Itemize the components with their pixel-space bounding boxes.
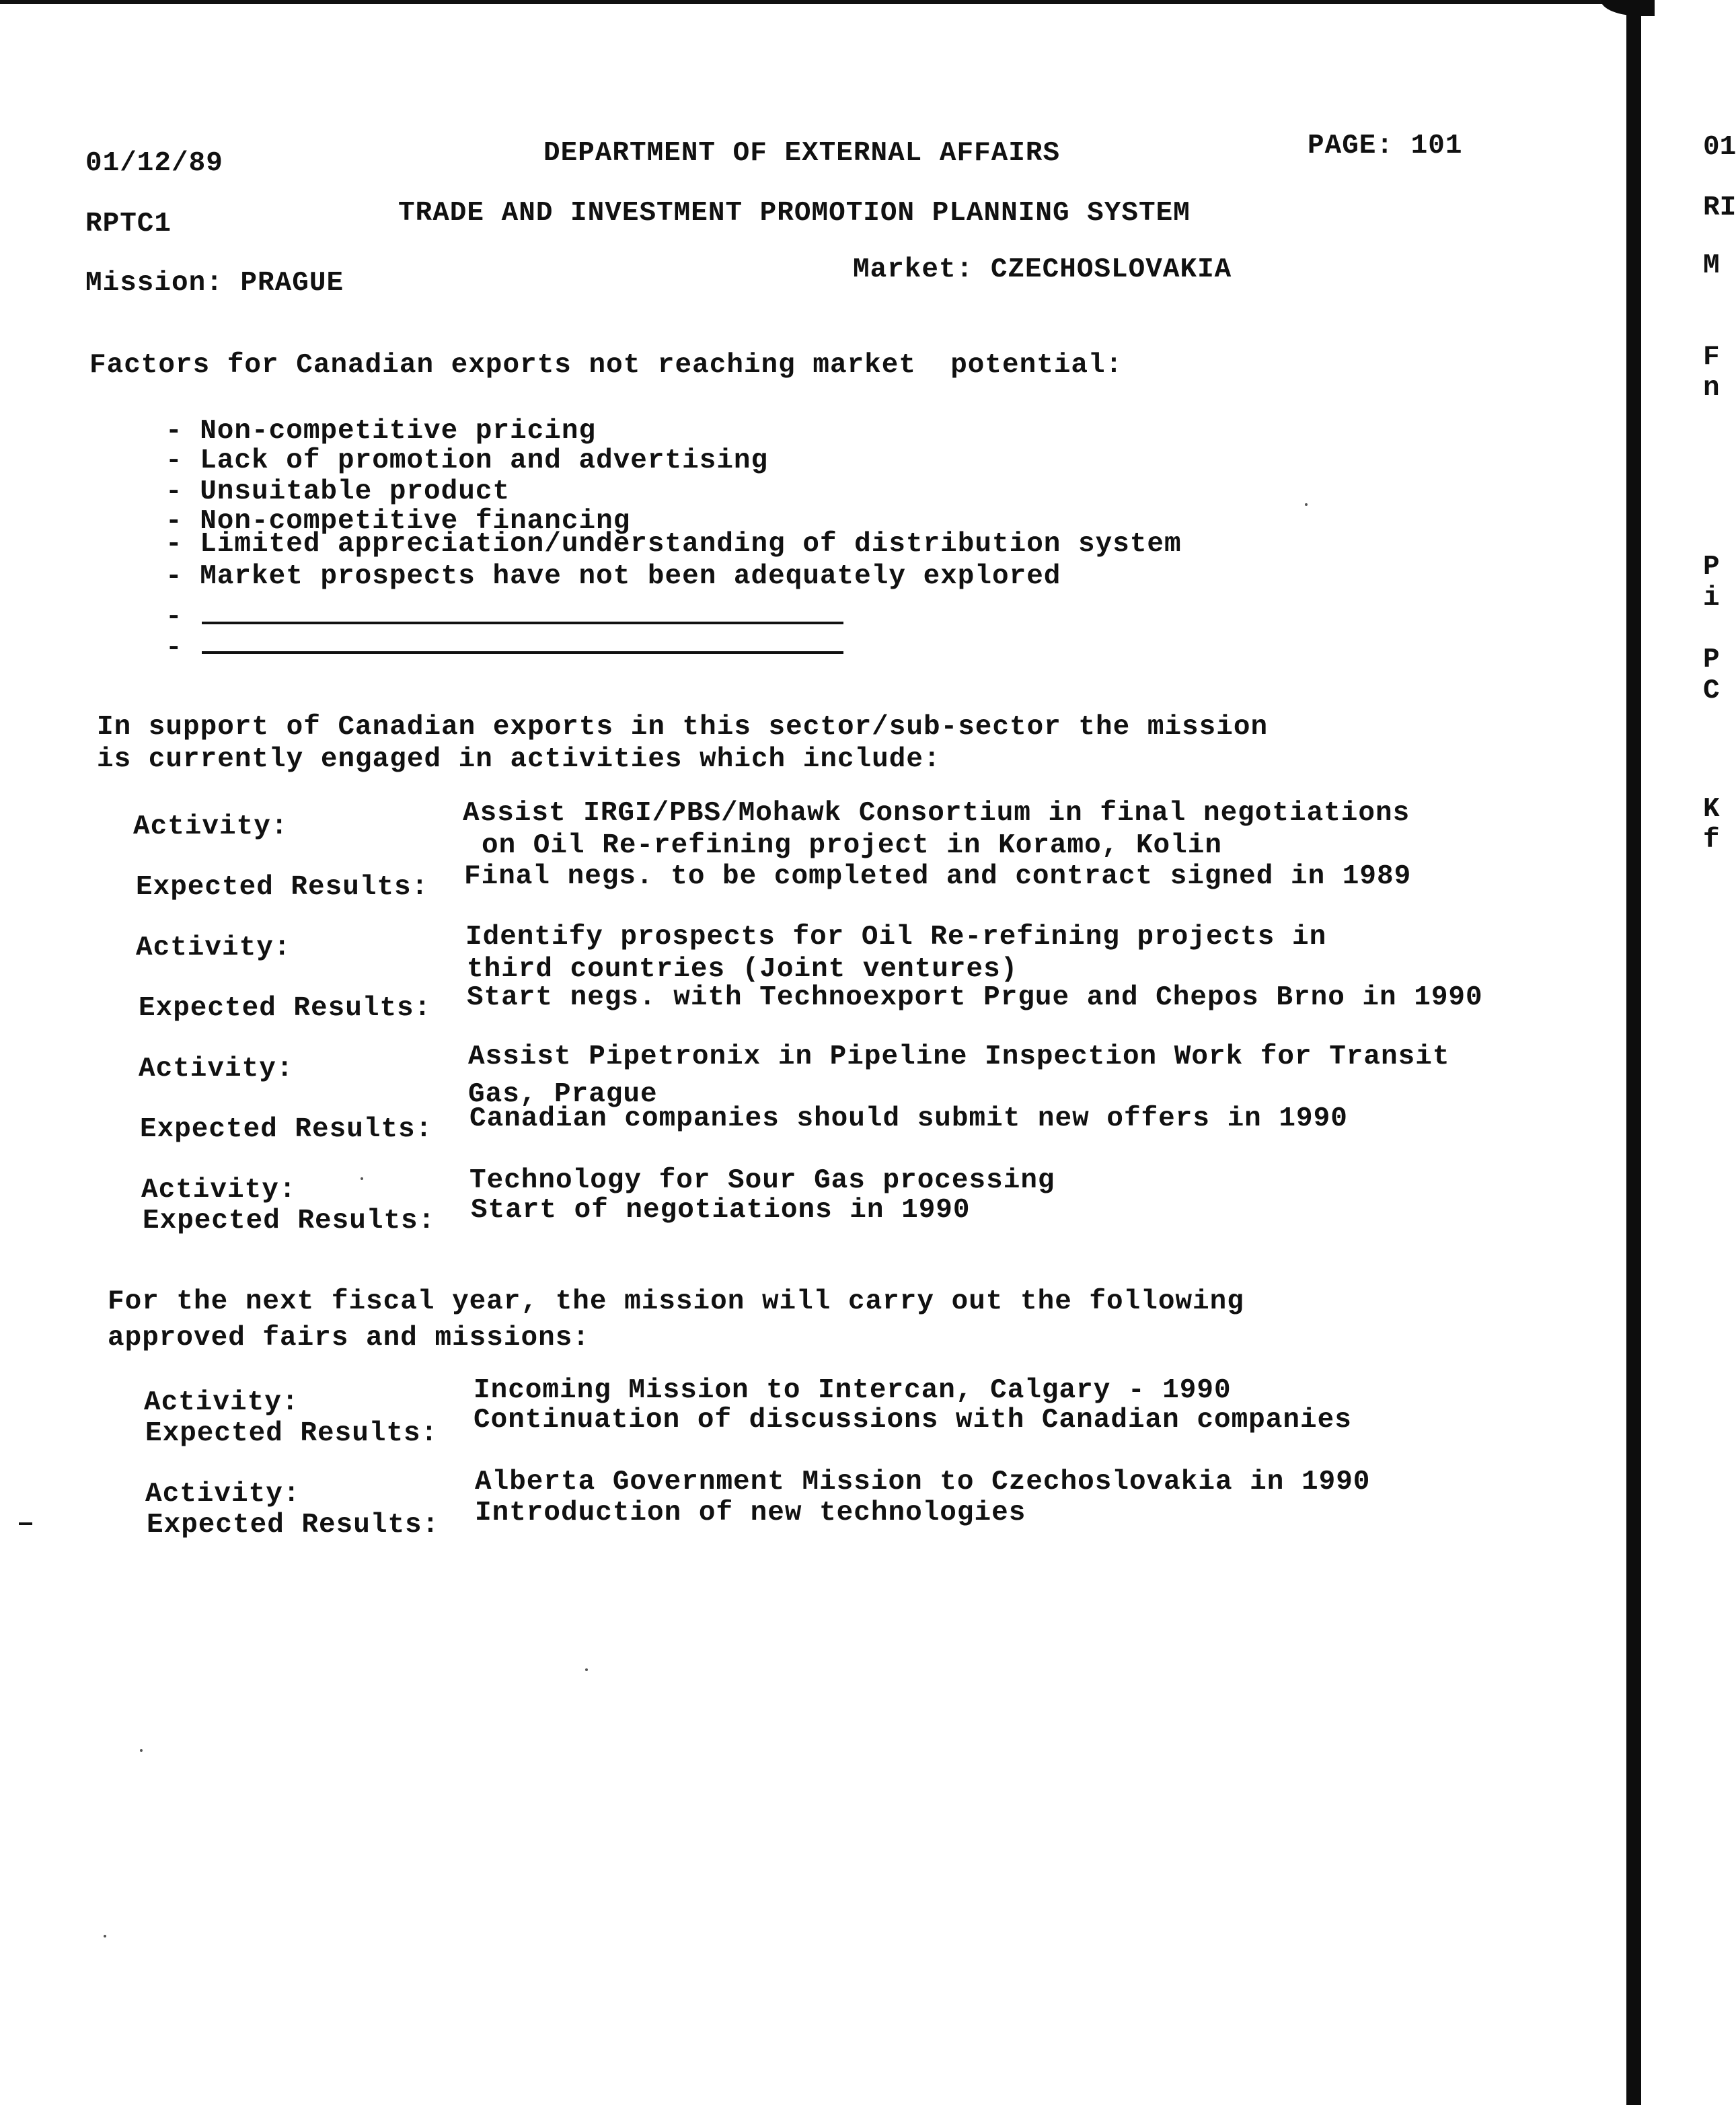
page-number: PAGE: 101	[1308, 131, 1463, 161]
activity-label: Activity:	[141, 1175, 297, 1206]
adjacent-page-fragment: F	[1703, 342, 1720, 373]
activity-label: Activity:	[133, 811, 289, 842]
support-intro: In support of Canadian exports in this sector/sub-sector the mission	[97, 712, 1269, 743]
adjacent-page-fragment: f	[1703, 825, 1720, 856]
activity-text: Technology for Sour Gas processing	[469, 1165, 1055, 1196]
results-label: Expected Results:	[143, 1206, 436, 1236]
results-text: Start negs. with Technoexport Prgue and Chepos Brno in 1990	[467, 982, 1483, 1013]
activity-label: Activity:	[139, 1054, 294, 1084]
activity-text: Gas, Prague	[468, 1079, 658, 1110]
activity-text: Assist Pipetronix in Pipeline Inspection Work for Transit	[468, 1041, 1450, 1072]
fill-in-line	[202, 651, 843, 654]
results-label: Expected Results:	[136, 872, 429, 903]
adjacent-page-fragment: K	[1703, 794, 1720, 825]
scan-speck	[104, 1935, 106, 1937]
report-date: 01/12/89	[85, 148, 223, 179]
activity-text: Identify prospects for Oil Re-refining projects in	[465, 922, 1327, 953]
results-label: Expected Results:	[139, 993, 432, 1024]
department-title: DEPARTMENT OF EXTERNAL AFFAIRS	[543, 138, 1061, 169]
results-label: Expected Results:	[145, 1418, 439, 1449]
system-title: TRADE AND INVESTMENT PROMOTION PLANNING SYSTEM	[398, 198, 1191, 229]
results-text: Introduction of new technologies	[475, 1498, 1026, 1528]
activity-text: Assist IRGI/PBS/Mohawk Consortium in final negotiations	[463, 798, 1410, 829]
results-text: Start of negotiations in 1990	[471, 1195, 971, 1226]
activity-text: Incoming Mission to Intercan, Calgary - 1990	[474, 1375, 1232, 1406]
factor-item: - Limited appreciation/understanding of distribution system	[165, 529, 1182, 560]
activity-text: Alberta Government Mission to Czechoslovakia in 1990	[475, 1467, 1371, 1498]
scan-speck	[1305, 503, 1308, 506]
factor-item: - Non-competitive financing	[165, 506, 631, 537]
activity-text: third countries (Joint ventures)	[467, 954, 1018, 985]
market-label: Market: CZECHOSLOVAKIA	[853, 254, 1232, 285]
adjacent-page-fragment: RI	[1703, 192, 1736, 223]
page-gutter-edge	[1626, 0, 1641, 2105]
next-year-intro: approved fairs and missions:	[108, 1323, 590, 1354]
activity-text: on Oil Re-refining project in Koramo, Kolin	[482, 830, 1222, 861]
mission-label: Mission: PRAGUE	[85, 268, 344, 299]
factors-heading: Factors for Canadian exports not reaching market potential:	[89, 350, 1123, 381]
adjacent-page-fragment: 01	[1703, 132, 1736, 163]
next-year-intro: For the next fiscal year, the mission will carry out the following	[108, 1286, 1244, 1317]
factor-item-blank: -	[165, 632, 183, 663]
factor-item-blank: -	[165, 601, 183, 632]
adjacent-page-fragment: M	[1703, 250, 1720, 281]
scan-speck	[585, 1668, 588, 1671]
results-text: Continuation of discussions with Canadian companies	[474, 1405, 1352, 1436]
activity-label: Activity:	[144, 1387, 299, 1418]
adjacent-page-fragment: P	[1703, 552, 1720, 583]
adjacent-page-fragment: P	[1703, 644, 1720, 675]
factor-item: - Non-competitive pricing	[165, 416, 597, 447]
results-text: Final negs. to be completed and contract signed in 1989	[464, 861, 1412, 892]
report-code: RPTC1	[85, 209, 172, 239]
scan-top-edge	[0, 0, 1614, 4]
results-label: Expected Results:	[147, 1510, 440, 1541]
factor-item: - Unsuitable product	[165, 476, 511, 507]
activity-label: Activity:	[145, 1479, 301, 1510]
fill-in-line	[202, 622, 843, 624]
results-text: Canadian companies should submit new offers in 1990	[469, 1103, 1348, 1134]
adjacent-page-fragment: n	[1703, 373, 1720, 404]
factor-item: - Market prospects have not been adequately explored	[165, 561, 1061, 592]
scan-speck	[140, 1749, 143, 1752]
adjacent-page-fragment: i	[1703, 583, 1720, 614]
margin-mark	[19, 1522, 32, 1525]
activity-label: Activity:	[136, 932, 291, 963]
factor-item: - Lack of promotion and advertising	[165, 445, 769, 476]
support-intro: is currently engaged in activities which include:	[97, 744, 941, 775]
scan-speck	[361, 1177, 363, 1180]
adjacent-page-fragment: C	[1703, 675, 1720, 706]
results-label: Expected Results:	[140, 1114, 433, 1145]
